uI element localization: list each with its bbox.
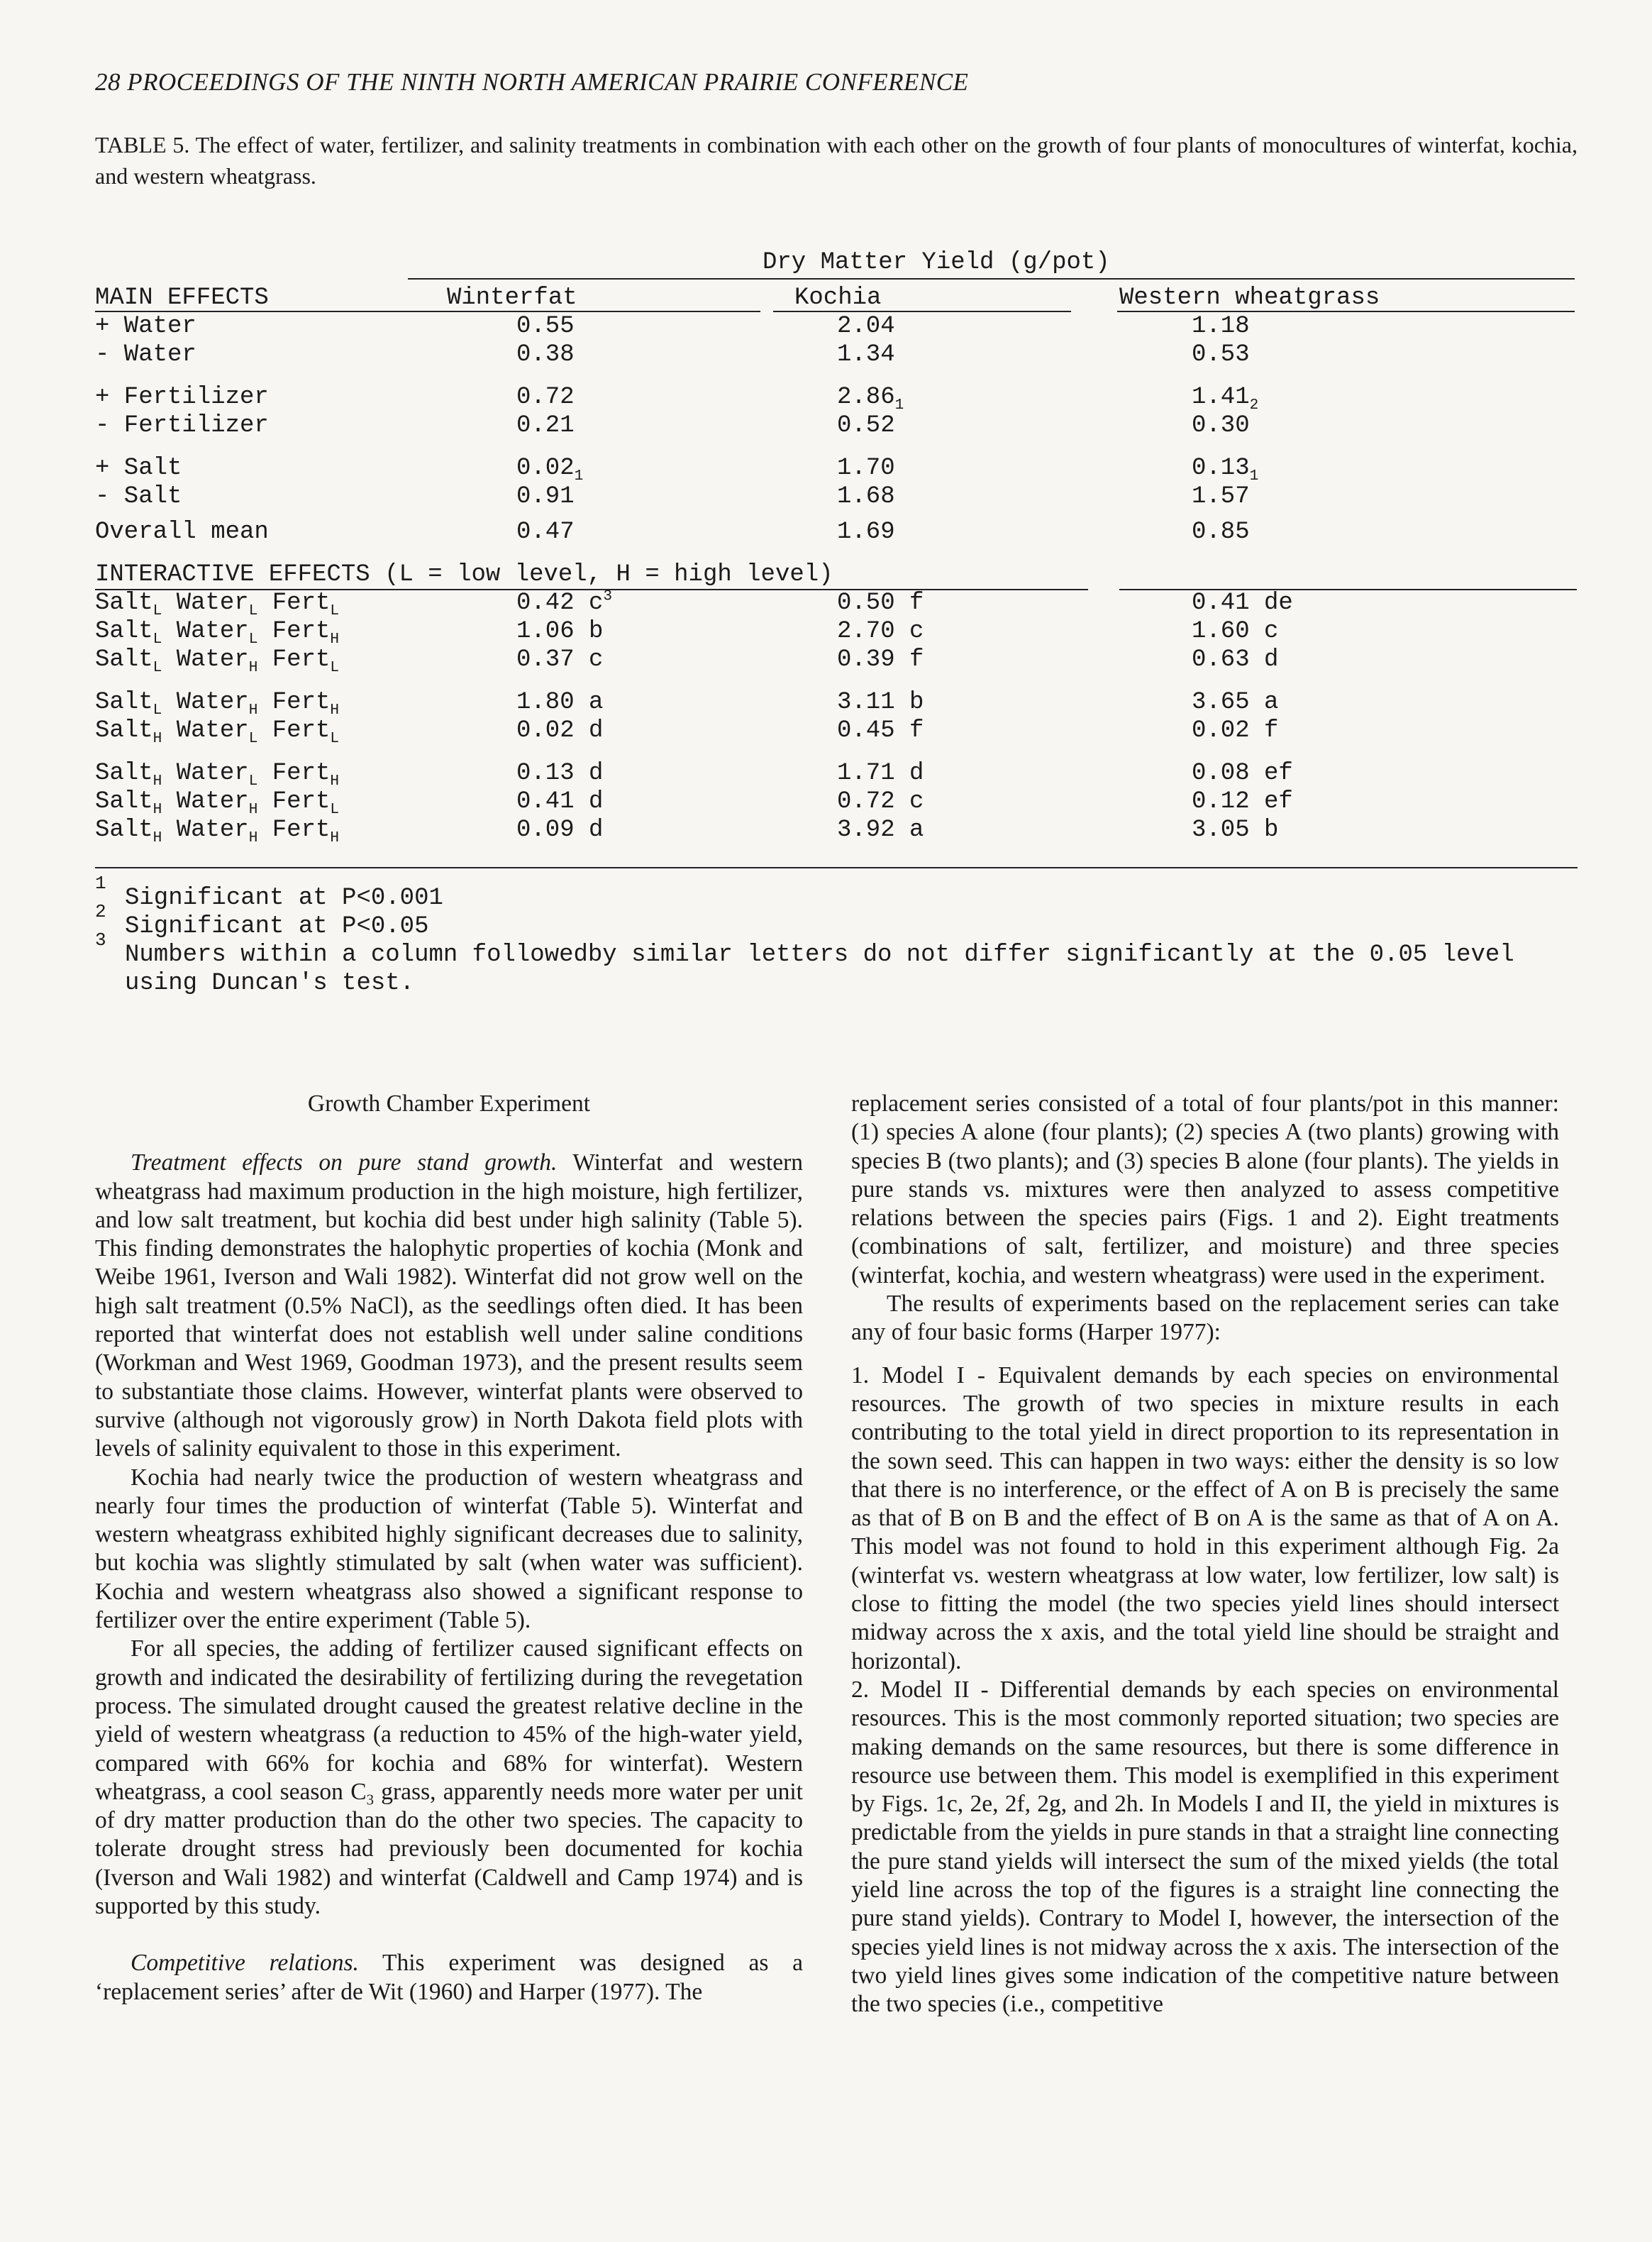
level: H [248,658,258,676]
interactive-row-winterfat-value: 0.42 c [516,590,604,617]
factor-water: Water [176,760,249,787]
level: L [330,729,340,747]
paragraph-text: Winterfat and western wheatgrass had maximum production in the high moisture, high fertilizer, and low salt treatment, but kochia did best under high salinity (Table 5). This finding demonstrates the halophytic properties of kochia (Monk and Weibe 1961, Iverson and Wali 1982). Winterfat did not grow well on the high salt treatment (0.5% NaCl), as the seedlings often died. It has been reported that winterfat does not establish well under saline conditions (Workman and West 1969, Goodman 1973), and the present results seem to substantiate those claims. However, winterfat plants were observed to survive (although not vigorously grow) in North Dakota field plots with levels of salinity equivalent to those in this experiment. [95,1149,804,1462]
main-row-label: Overall mean [95,519,269,546]
level: H [153,729,162,747]
interactive-header: INTERACTIVE EFFECTS (L = low level, H = high level) [95,561,833,588]
main-row-kochia: 1.69 [837,519,895,546]
interactive-row-kochia: 2.70 c [837,618,924,645]
level: H [153,800,162,818]
factor-fert: Fert [272,817,331,844]
main-row-wheatgrass: 1.18 [1192,313,1250,340]
sig-mark: 1 [574,467,584,485]
level: H [330,829,340,846]
col-header-main: MAIN EFFECTS [95,285,269,311]
spacer [851,1347,1559,1362]
footnote-mark: 2 [95,901,106,922]
sig-mark: 1 [894,396,904,414]
main-row-kochia: 2.04 [837,313,895,340]
interactive-row-label [95,646,339,674]
run-in-heading: Treatment effects on pure stand growth. [131,1149,558,1176]
level: L [330,800,340,818]
col-rule-wheatgrass [1117,311,1575,312]
main-row-label: + Water [95,313,196,340]
interactive-row-kochia: 1.71 d [837,760,924,787]
factor-salt: Salt [95,717,153,744]
footnote-mark: 1 [95,873,106,894]
interactive-row-label [95,717,339,745]
super-header-rule [408,278,1575,280]
factor-fert: Fert [272,590,331,617]
interactive-row-wheatgrass: 1.60 c [1192,618,1279,645]
level: H [153,772,162,790]
interactive-row-kochia: 0.45 f [837,717,924,744]
factor-fert: Fert [272,788,331,815]
factor-water: Water [176,689,249,716]
paragraph [95,1149,803,1463]
factor-salt: Salt [95,817,153,844]
main-row-winterfat: 0.47 [516,519,575,546]
spacer [95,1921,803,1949]
main-row-label: - Salt [95,483,182,510]
sig-mark: 3 [603,587,613,605]
interactive-row-winterfat: 1.06 b [516,618,604,645]
paragraph: 1. Model I - Equivalent demands by each species on environmental resources. The growth of two species in mixture results in each contributing to the total yield in direct proportion to its representation in the sown seed. This can happen in two ways: either the density is so low that there is no interference, or the effect of A on B is precisely the same as that of B on B and the effect of B on A is the same as that of A on A. This model was not found to hold in this experiment although Fig. 2a (winterfat vs. western wheatgrass at low water, low fertilizer, low salt) is close to fitting the model (the two species yield lines should intersect midway across the x axis, and the total yield line should be straight and horizontal). [851,1362,1559,1674]
factor-fert: Fert [272,717,331,744]
level: H [153,829,162,846]
col-header-wheatgrass: Western wheatgrass [1119,285,1380,311]
body-column-left [95,1090,803,2006]
factor-water: Water [176,618,249,645]
level: H [248,800,258,818]
level: H [248,701,258,719]
main-row-winterfat [516,454,584,485]
col-header-kochia: Kochia [794,285,882,311]
interactive-row-wheatgrass: 0.63 d [1192,646,1279,673]
paragraph: 2. Model II - Differential demands by each species on environmental resources. This is the most commonly reported situation; two species are making demands on the same resources, but there is some difference in resource use between them. This model is exemplified in this experiment by Figs. 1c, 2e, 2f, 2g, and 2h. In Models I and II, the yield in mixtures is predictable from the yields in pure stands in that a straight line connecting the pure stand yields will intersect the sum of the mixed yields (the total yield line across the top of the figures is a straight line connecting the pure stand yields). Contrary to Model I, however, the intersection of the species yield lines is not midway across the x axis. The intersection of the two yield lines gives some indication of the competitive nature between the two species (i.e., competitive [851,1676,1559,2018]
main-row-wheatgrass [1192,454,1259,485]
main-row-kochia: 1.68 [837,483,895,510]
paragraph: Kochia had nearly twice the production of western wheatgrass and nearly four times the production of winterfat (Table 5). Winterfat and western wheatgrass exhibited highly significant decreases due to salinity, but kochia was slightly stimulated by salt (when water was sufficient). Kochia and western wheatgrass also showed a significant response to fertilizer over the entire experiment (Table 5). [95,1464,803,1634]
main-row-winterfat: 0.21 [516,412,575,439]
main-row-winterfat: 0.55 [516,313,575,340]
main-row-kochia: 0.52 [837,412,895,439]
main-row-label: + Salt [95,455,182,482]
paragraph-text: For all species, the adding of fertilizer caused significant effects on growth and indicated the desirability of fertilizing during the revegetation process. The simulated drought caused the greatest relative decline in the yield of western wheatgrass (a reduction to 45% of the high-water yield, compared with 66% for kochia and 68% for winterfat). Western wheatgrass, a cool season C [95,1635,803,1805]
section-heading: Growth Chamber Experiment [307,1090,591,1117]
subscript: 3 [366,1791,374,1808]
col-rule-kochia [773,311,1071,312]
level: H [330,701,340,719]
level: L [248,630,258,648]
paragraph: replacement series consisted of a total of four plants/pot in this manner: (1) species A alone (four plants); (2) species A (two plants) growing with species B (two plants); and (3) species B alone (four plants). The yields in pure stands vs. mixtures were then analyzed to assess competitive relations between the species pairs (Figs. 1 and 2). Eight treatments (combinations of salt, fertilizer, and moisture) and three species (winterfat, kochia, and western wheatgrass) were used in the experiment. [851,1090,1559,1288]
factor-salt: Salt [95,689,153,716]
interactive-row-kochia: 0.72 c [837,788,924,815]
sig-mark: 2 [1249,396,1259,414]
table-bottom-rule [95,867,1578,868]
main-row-label: + Fertilizer [95,384,269,411]
level: L [153,630,162,648]
main-row-kochia [837,383,904,412]
factor-water: Water [176,817,249,844]
main-row-wheatgrass [1192,383,1258,412]
interactive-row-wheatgrass: 0.12 ef [1192,788,1293,815]
factor-water: Water [176,646,249,673]
paragraph-text: grass, apparently needs more water per unit of dry matter production than do the other two species. The capacity to tolerate drought stress had previously been documented for kochia (Iverson and Wali 1982) and winterfat (Caldwell and Camp 1974) and is supported by this study. [95,1778,803,1920]
interactive-row-kochia: 0.39 f [837,646,924,673]
footnote-2: Significant at P<0.05 [125,913,429,940]
footnote-3-cont: using Duncan's test. [125,970,415,997]
main-row-winterfat: 0.72 [516,384,575,411]
main-row-winterfat: 0.91 [516,483,575,510]
body-column-right [851,1090,1559,2019]
factor-salt: Salt [95,590,153,617]
factor-water: Water [176,717,249,744]
interactive-row-wheatgrass: 3.65 a [1192,689,1279,716]
main-row-label: - Water [95,341,196,368]
interactive-row-kochia: 3.11 b [837,689,924,716]
level: H [330,630,340,648]
interactive-row-winterfat: 0.13 d [516,760,604,787]
factor-water: Water [176,590,249,617]
level: H [248,829,258,846]
interactive-row-winterfat: 0.02 d [516,717,604,744]
main-row-label: - Fertilizer [95,412,269,439]
interactive-row-label [95,688,339,717]
interactive-row-winterfat [516,589,612,617]
main-row-kochia: 1.70 [837,455,895,482]
interactive-row-winterfat: 0.41 d [516,788,604,815]
interactive-row-label [95,816,339,844]
footnote-mark: 3 [95,929,106,951]
interactive-row-winterfat: 0.09 d [516,817,604,844]
main-row-wheatgrass: 0.53 [1192,341,1250,368]
factor-salt: Salt [95,618,153,645]
interactive-row-winterfat: 0.37 c [516,646,604,673]
main-row-wheatgrass: 0.30 [1192,412,1250,439]
level: H [330,772,340,790]
interactive-row-label [95,589,339,617]
factor-salt: Salt [95,760,153,787]
col-rule-winterfat [423,311,760,312]
factor-fert: Fert [272,618,331,645]
level: L [330,658,340,676]
interactive-row-kochia: 0.50 f [837,590,924,617]
paragraph-text: This experiment was designed as a ‘replacement series’ after de Wit (1960) and Harper (1977). The [95,1950,803,2005]
super-header: Dry Matter Yield (g/pot) [763,249,1110,276]
interactive-row-wheatgrass: 0.41 de [1192,590,1293,617]
level: L [153,701,162,719]
footnote-1: Significant at P<0.001 [125,885,443,912]
level: L [248,602,258,619]
factor-salt: Salt [95,788,153,815]
main-row-wheatgrass: 0.85 [1192,519,1250,546]
run-in-heading: Competitive relations. [131,1950,359,1977]
table-caption: TABLE 5. The effect of water, fertilizer, and salinity treatments in combination with each other on the growth of four plants of monocultures of winterfat, kochia, and western wheatgrass. [95,132,1578,189]
interactive-row-label [95,617,339,646]
interactive-row-label [95,759,339,788]
running-head: 28 PROCEEDINGS OF THE NINTH NORTH AMERICAN PRAIRIE CONFERENCE [95,68,969,96]
interactive-row-kochia: 3.92 a [837,817,924,844]
main-row-kochia-value: 2.86 [837,384,895,411]
factor-fert: Fert [272,760,331,787]
footnote-3: Numbers within a column followedby similar letters do not differ significantly at the 0.05 level [125,941,1514,968]
main-row-winterfat-value: 0.02 [516,455,575,482]
interactive-row-wheatgrass: 0.08 ef [1192,760,1293,787]
paragraph [95,1949,803,2006]
col-header-winterfat: Winterfat [447,285,577,311]
interactive-row-label [95,788,339,816]
factor-salt: Salt [95,646,153,673]
main-row-wheatgrass: 1.57 [1192,483,1250,510]
interactive-row-wheatgrass: 0.02 f [1192,717,1279,744]
factor-water: Water [176,788,249,815]
paragraph: The results of experiments based on the replacement series can take any of four basic forms (Harper 1977): [851,1291,1559,1346]
level: L [248,772,258,790]
factor-fert: Fert [272,689,331,716]
main-row-wheatgrass-value: 1.41 [1192,384,1250,411]
sig-mark: 1 [1249,467,1259,485]
interactive-rule-right [1119,589,1577,590]
interactive-row-wheatgrass: 3.05 b [1192,817,1279,844]
main-row-kochia: 1.34 [837,341,895,368]
main-row-wheatgrass-value: 0.13 [1192,455,1250,482]
main-row-winterfat: 0.38 [516,341,575,368]
level: L [153,602,162,619]
paragraph [95,1635,803,1921]
level: L [248,729,258,747]
level: L [153,658,162,676]
factor-fert: Fert [272,646,331,673]
interactive-row-winterfat: 1.80 a [516,689,604,716]
level: L [330,602,340,619]
